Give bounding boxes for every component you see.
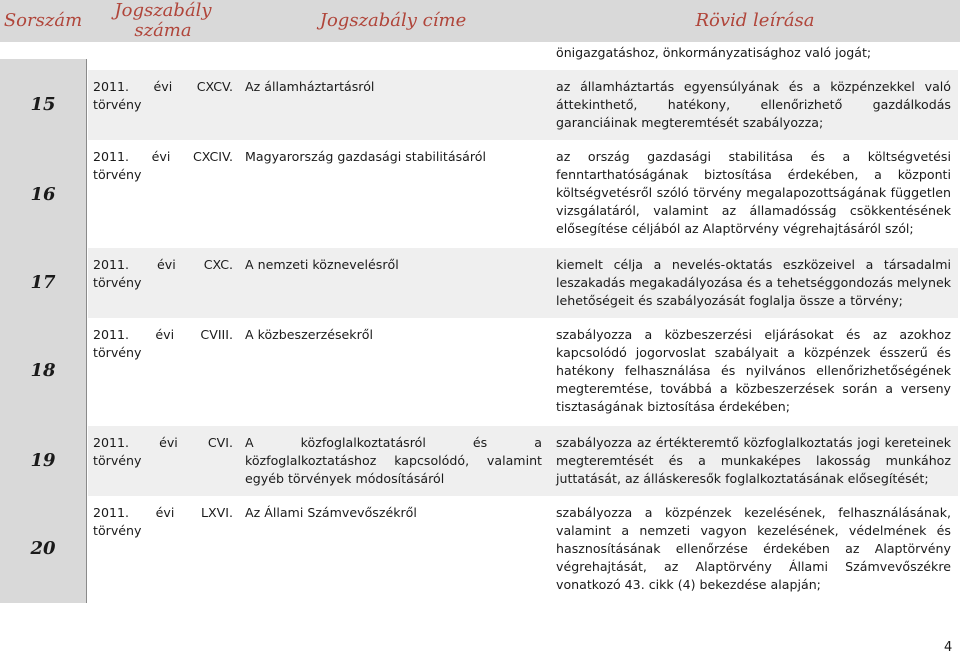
law-title: A nemzeti köznevelésről xyxy=(245,257,399,272)
row-number: 16 xyxy=(30,184,56,205)
table-row xyxy=(0,426,960,496)
header-rovid-leiras: Rövid leírása xyxy=(695,10,815,31)
law-id: 2011. évi CXCIV. törvény xyxy=(93,149,233,182)
table-row xyxy=(0,140,960,248)
row-number: 20 xyxy=(30,538,56,559)
law-description: kiemelt célja a nevelés-oktatás eszközeivel a társadalmi leszakadás megakadályozása és a tehetséggondozás melynek lehetőségeit és szabályozását foglalja össze a törvény; xyxy=(556,257,951,308)
table-header xyxy=(0,0,960,42)
law-id: 2011. évi LXVI. törvény xyxy=(93,505,233,538)
row-number: 15 xyxy=(30,94,56,115)
law-title: A közbeszerzésekről xyxy=(245,327,373,342)
law-description: az államháztartás egyensúlyának és a közpénzekkel való áttekinthető, hatékony, ellenőrizhető gazdálkodás garanciáinak megteremtését szabályozza; xyxy=(556,79,951,130)
law-description: szabályozza az értékteremtő közfoglalkoztatás jogi kereteinek megteremtését és a munkaképes lakosság munkához juttatását, az álláskeresők foglalkoztatásának elősegítését; xyxy=(556,435,951,486)
law-description: szabályozza a közbeszerzési eljárásokat és az azokhoz kapcsolódó jogorvoslat szabályait a közpénzek ésszerű és hatékony felhasználása és nyilvános ellenőrizhetőségének megteremtése, továbbá a közbeszerzések során a verseny tisztaságának biztosítása érdekében; xyxy=(556,327,951,414)
law-title: Magyarország gazdasági stabilitásáról xyxy=(245,149,486,164)
header-jogszabaly-cime: Jogszabály címe xyxy=(319,10,467,31)
law-description: az ország gazdasági stabilitása és a költségvetési fenntarthatóságának biztosítása érdekében, a központi költségvetésről szóló törvény megalapozottságának független vizsgálatáról, valamint az államadósság csökkentésének elősegítése céljából az Alaptörvény végrehajtásáról szól; xyxy=(556,149,951,236)
row-number: 17 xyxy=(30,272,56,293)
law-description: szabályozza a közpénzek kezelésének, felhasználásának, valamint a nemzeti vagyon kezelésének, védelmének és hasznosításának ellenőrzése érdekében az Alaptörvény végrehajtását, az Alaptörvény Állami Számvevőszékre vonatkozó 43. cikk (4) bekezdése alapján; xyxy=(556,505,951,592)
table-row xyxy=(0,248,960,318)
table-row xyxy=(0,318,960,426)
law-title: Az Állami Számvevőszékről xyxy=(245,505,417,520)
row-number: 18 xyxy=(30,360,56,381)
law-id: 2011. évi CVI. törvény xyxy=(93,435,233,468)
law-id: 2011. évi CXCV. törvény xyxy=(93,79,233,112)
continuation-text: önigazgatáshoz, önkormányzatisághoz való jogát; xyxy=(556,45,872,60)
header-sorszam: Sorszám xyxy=(3,10,83,31)
row-number: 19 xyxy=(30,450,56,471)
header-jogszabaly-szama: Jogszabály száma xyxy=(114,0,212,41)
law-title: Az államháztartásról xyxy=(245,79,375,94)
law-id: 2011. évi CXC. törvény xyxy=(93,257,233,290)
page-number: 4 xyxy=(944,640,953,655)
table-row xyxy=(0,496,960,604)
law-id: 2011. évi CVIII. törvény xyxy=(93,327,233,360)
law-title: A közfoglalkoztatásról és a közfoglalkoztatáshoz kapcsolódó, valamint egyéb törvények módosításáról xyxy=(245,435,542,486)
table-row xyxy=(0,70,960,140)
